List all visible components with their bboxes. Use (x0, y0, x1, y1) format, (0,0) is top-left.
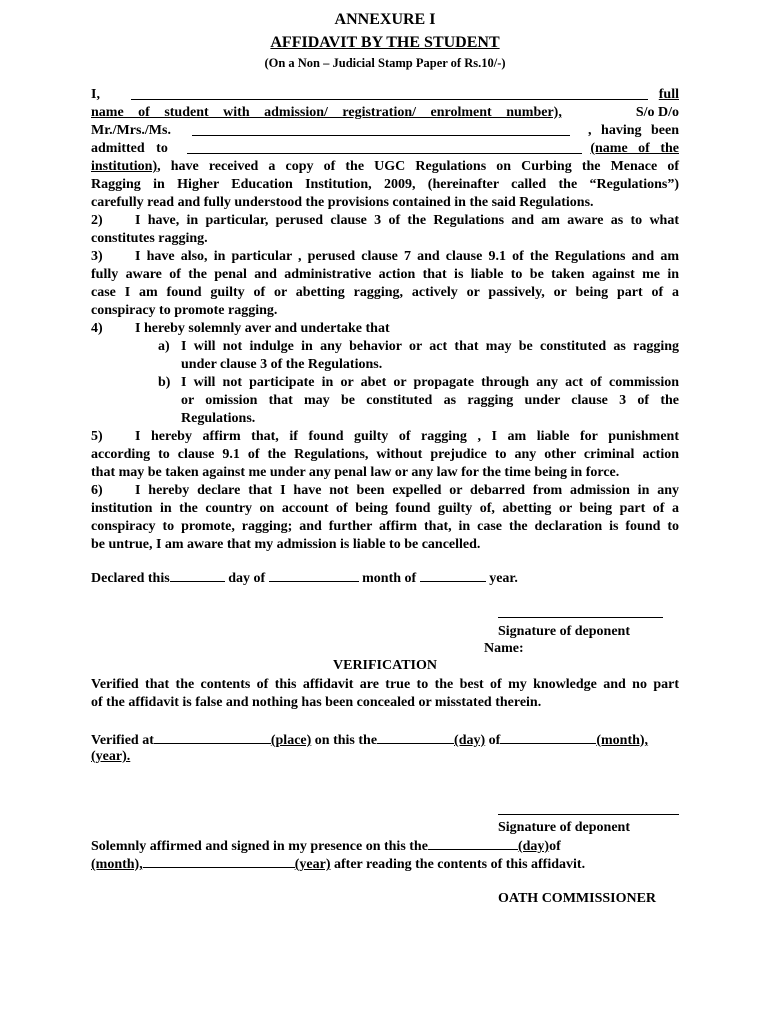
clause-6-line-4: be untrue, I am aware that my admission is liable to be cancelled. (91, 537, 481, 552)
clause-4b-line-2 (91, 392, 679, 410)
parent-prefix: Mr./Mrs./Ms. (91, 123, 171, 138)
intro-line-7: carefully read and fully understood the provisions contained in the said Regulations. (91, 195, 594, 210)
clause-6-text: I hereby declare that I have not been expelled or debarred from admission in any (135, 483, 679, 498)
clause-5-num: 5) (91, 429, 103, 444)
clause-3-line-1 (91, 248, 679, 266)
clause-5-line-3: that may be taken against me under any penal law or any law for the time being in force. (91, 465, 620, 480)
declared-this: Declared this (91, 571, 170, 586)
clause-2-line-2: constitutes ragging. (91, 231, 208, 246)
verification-line-1: Verified that the contents of this affidavit are true to the best of my knowledge and no part (91, 677, 679, 692)
intro-line-6: Ragging in Higher Education Institution, 2009, (hereinafter called the “Regulations”) (91, 177, 679, 192)
clause-2-line-1 (91, 212, 679, 230)
signature-of-deponent-1: Signature of deponent (498, 624, 630, 639)
clause-4-num: 4) (91, 321, 103, 336)
day-label: (day) (454, 733, 486, 748)
clause-4b-text: I will not participate in or abet or propagate through any act of commission (181, 375, 679, 390)
verification-paragraph (91, 676, 679, 712)
parent-name-blank (192, 122, 570, 136)
solemn-block (91, 836, 679, 872)
solemn-line-1 (91, 836, 679, 854)
admitted-to: admitted to (91, 141, 168, 156)
clause-4a-label: a) (158, 339, 170, 354)
clause-3-line-2: fully aware of the penal and administrative action that is liable to be taken against me in (91, 267, 679, 282)
clause-3-text: I have also, in particular , perused clause 7 and clause 9.1 of the Regulations and am (135, 249, 679, 264)
clause-4a-text: I will not indulge in any behavior or act that may be constituted as ragging (181, 339, 679, 354)
intro-line-1 (91, 86, 679, 104)
clause-3-line-4: conspiracy to promote ragging. (91, 303, 278, 318)
solemn-line-2 (91, 854, 679, 872)
clause-4b-label: b) (158, 375, 171, 390)
place-blank (154, 730, 271, 744)
i-label: I, (91, 87, 100, 102)
month-label: (month), (596, 733, 649, 748)
declared-year-blank (420, 568, 486, 582)
intro-line-5 (91, 158, 679, 176)
of-label: of (488, 733, 501, 748)
intro-line-3 (91, 122, 679, 140)
solemn-text: Solemnly affirmed and signed in my presence on this the (91, 839, 428, 854)
declared-year: year. (489, 571, 518, 586)
intro-line-4 (91, 140, 679, 158)
stamp-note: (On a Non – Judicial Stamp Paper of Rs.10/-) (264, 56, 506, 70)
clause-6-line-1 (91, 482, 679, 500)
verified-at-block (91, 730, 679, 766)
declared-day-blank (170, 568, 225, 582)
clause-2-num: 2) (91, 213, 103, 228)
declared-line (91, 568, 518, 588)
clause-4b-text-2: or omission that may be constituted as ragging under clause 3 of the (181, 393, 679, 408)
document-title-text: AFFIDAVIT BY THE STUDENT (270, 34, 500, 51)
clause-5-text: I hereby affirm that, if found guilty of ragging , I am liable for punishment (135, 429, 679, 444)
deponent-name-label: Name: (484, 641, 524, 656)
verification-line-2: of the affidavit is false and nothing has been concealed or misstated therein. (91, 695, 542, 710)
verified-year-line (91, 748, 679, 766)
solemn-day-label: (day) (517, 839, 550, 854)
institution-blank (187, 140, 582, 154)
declared-month-blank (269, 568, 359, 582)
signature-line-1 (498, 617, 663, 618)
clause-4-line-1 (91, 320, 679, 338)
declared-day-of: day of (228, 571, 266, 586)
solemn-of: of (549, 839, 561, 854)
student-name-blank (131, 86, 648, 100)
clause-4-text: I hereby solemnly aver and undertake that (135, 321, 390, 336)
annexure-heading: ANNEXURE I (334, 11, 436, 28)
clause-4a-line-1 (91, 338, 679, 356)
having-been: , having been (588, 123, 679, 138)
clause-5-line-2: according to clause 9.1 of the Regulations, without prejudice to any other criminal action (91, 447, 679, 462)
clause-3-line-3: case I am found guilty of or abetting ragging, actively or passively, or being part of a (91, 285, 679, 300)
clause-4b-line-3: Regulations. (181, 411, 256, 426)
intro-paragraph (91, 86, 679, 554)
clause-3-num: 3) (91, 249, 103, 264)
solemn-year-label: (year) (294, 857, 331, 872)
clause-4a-line-2: under clause 3 of the Regulations. (181, 357, 383, 372)
full-label: full (658, 87, 679, 102)
verified-at-label: Verified at (91, 733, 154, 748)
on-this-the: on this the (314, 733, 378, 748)
document-title (0, 33, 770, 53)
declared-month-of: month of (362, 571, 417, 586)
name-of-the: (name of the (590, 141, 679, 156)
clause-2-text: I have, in particular, perused clause 3 of the Regulations and am aware as to what (135, 213, 679, 228)
signature-of-deponent-2: Signature of deponent (498, 820, 630, 835)
month-blank (500, 730, 596, 744)
solemn-year-blank (143, 854, 295, 868)
clause-4b-line-1 (91, 374, 679, 392)
name-hint: name of student with admission/ registration/ enrolment number), (91, 105, 562, 120)
intro-line-5-rest: , have received a copy of the UGC Regulations on Curbing the Menace of (157, 159, 679, 174)
verified-at-line (91, 730, 679, 748)
institution-label: institution) (91, 159, 158, 174)
oath-commissioner: OATH COMMISSIONER (498, 891, 657, 906)
place-label: (place) (270, 733, 312, 748)
clause-6-line-2: institution in the country on account of being found guilty of, abetting or being part of a (91, 501, 679, 516)
solemn-rest: after reading the contents of this affidavit. (334, 857, 586, 872)
year-label: (year). (91, 749, 131, 764)
clause-5-line-1 (91, 428, 679, 446)
clause-6-num: 6) (91, 483, 103, 498)
verification-heading: VERIFICATION (333, 658, 437, 673)
solemn-month-label: (month), (91, 857, 143, 872)
clause-6-line-3: conspiracy to promote, ragging; and further affirm that, in case the declaration is found to (91, 519, 679, 534)
relation-label: S/o D/o (635, 105, 679, 120)
day-blank (377, 730, 454, 744)
intro-line-2 (91, 104, 679, 122)
signature-line-2 (498, 814, 679, 815)
solemn-day-blank (428, 836, 518, 850)
